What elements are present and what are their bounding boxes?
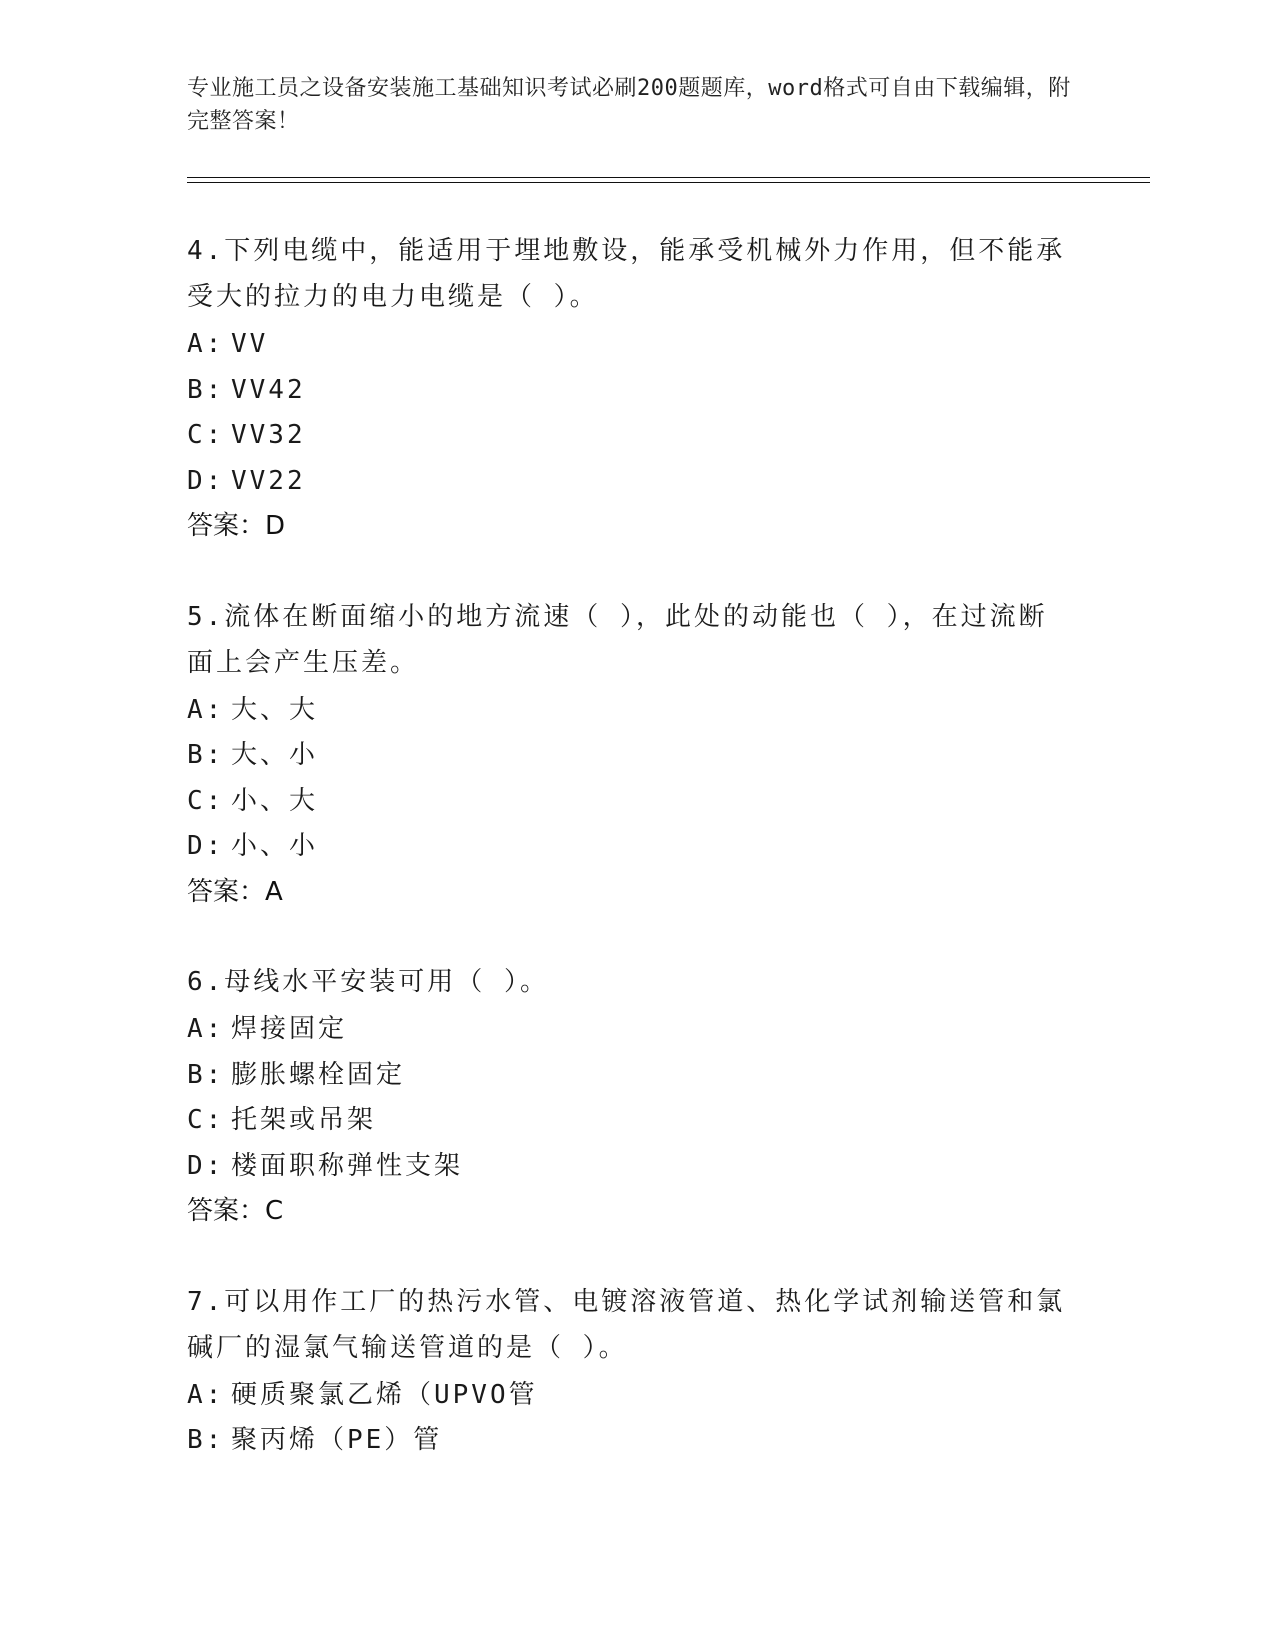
answer-line: 答案：D <box>187 511 286 541</box>
question-5 <box>187 594 1067 916</box>
option-label: A: <box>187 694 225 725</box>
option-label: B: <box>187 1059 225 1090</box>
option-label: A: <box>187 1379 225 1410</box>
answer-line: 答案：A <box>187 876 283 907</box>
option-a <box>187 1007 1067 1053</box>
question-text: 7.可以用作工厂的热污水管、电镀溶液管道、热化学试剂输送管和氯碱厂的湿氯气输送管道的是（ ）。 <box>187 1286 1066 1363</box>
option-text: VV42 <box>231 374 306 405</box>
option-label: D: <box>187 465 225 496</box>
option-b <box>187 733 1067 779</box>
option-label: A: <box>187 329 225 359</box>
option-c <box>187 1098 1067 1144</box>
option-text: 楼面职称弹性支架 <box>231 1150 464 1181</box>
option-text: 小、大 <box>231 785 319 816</box>
question-text: 6.母线水平安装可用（ ）。 <box>187 967 549 997</box>
option-label: B: <box>187 374 225 405</box>
option-a <box>187 1373 1067 1419</box>
option-label: C: <box>187 785 225 816</box>
header-divider-bottom <box>187 182 1150 183</box>
option-b <box>187 1053 1067 1099</box>
option-label: A: <box>187 1014 225 1044</box>
option-b <box>187 1418 1067 1464</box>
option-text: 硬质聚氯乙烯（UPVO管 <box>231 1379 538 1410</box>
option-text: VV <box>231 329 269 359</box>
question-6 <box>187 959 1067 1235</box>
document-header-title: 专业施工员之设备安装施工基础知识考试必刷200题题库，word格式可自由下载编辑，附完整答案！ <box>187 76 1071 134</box>
option-label: B: <box>187 1425 225 1455</box>
option-d <box>187 824 1067 870</box>
header-divider-top <box>187 177 1150 178</box>
option-c <box>187 413 1067 459</box>
option-text: 焊接固定 <box>231 1014 348 1044</box>
option-a <box>187 322 1067 368</box>
option-c <box>187 779 1067 825</box>
question-text: 5.流体在断面缩小的地方流速（ ），此处的动能也（ ），在过流断面上会产生压差。 <box>187 601 1048 678</box>
option-text: 膨胀螺栓固定 <box>231 1059 406 1090</box>
option-label: C: <box>187 420 225 450</box>
option-d <box>187 1144 1067 1190</box>
question-7 <box>187 1279 1067 1464</box>
option-text: 托架或吊架 <box>231 1105 377 1135</box>
option-label: B: <box>187 740 225 770</box>
question-text: 4.下列电缆中，能适用于埋地敷设，能承受机械外力作用，但不能承受大的拉力的电力电缆是（ ）。 <box>187 236 1066 312</box>
option-text: 大、大 <box>231 694 319 725</box>
question-4 <box>187 228 1067 550</box>
option-text: 聚丙烯（PE）管 <box>231 1425 443 1455</box>
option-label: D: <box>187 1150 225 1181</box>
option-a <box>187 688 1067 734</box>
option-label: D: <box>187 831 225 861</box>
option-text: VV22 <box>231 465 306 496</box>
option-text: 大、小 <box>231 740 319 770</box>
answer-line: 答案：C <box>187 1196 284 1226</box>
option-text: 小、小 <box>231 831 319 861</box>
question-list <box>187 228 1067 1508</box>
option-d <box>187 459 1067 505</box>
option-text: VV32 <box>231 420 306 450</box>
option-b <box>187 368 1067 414</box>
option-label: C: <box>187 1105 225 1135</box>
